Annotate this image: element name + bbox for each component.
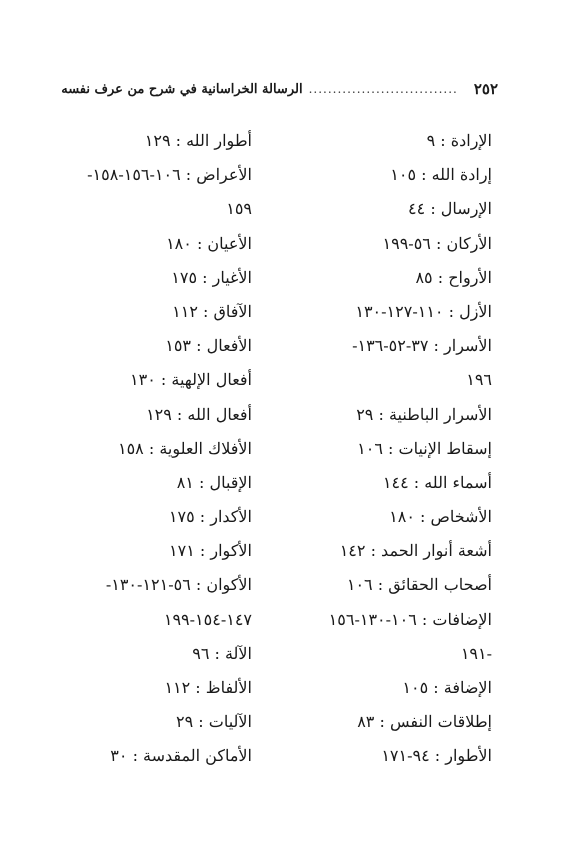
index-entry: الأعيان : ١٨٠: [166, 233, 252, 253]
index-entry: الأسرار : ٣٧-٥٢-١٣٦-: [352, 336, 492, 356]
index-entry: الأزل : ١١٠-١٢٧-١٣٠: [355, 301, 492, 321]
index-entry: الألفاظ : ١١٢: [164, 678, 252, 697]
index-entry: أصحاب الحقائق : ١٠٦: [346, 575, 492, 595]
dot-leader: ...............................: [308, 82, 458, 96]
index-entry: الأسرار الباطنية : ٢٩: [356, 404, 492, 424]
index-entry: الأماكن المقدسة : ٣٠: [110, 746, 252, 766]
index-entry: إرادة الله : ١٠٥: [390, 165, 492, 185]
index-entry: الأكدار : ١٧٥: [168, 507, 252, 527]
index-entry: الأفلاك العلوية : ١٥٨: [117, 438, 252, 458]
index-entry: الآفاق : ١١٢: [172, 301, 252, 321]
index-entry: الإضافات : ١٠٦-١٣٠-١٥٦: [328, 609, 492, 629]
index-entry: الأعراض : ١٠٦-١٥٦-١٥٨-: [87, 165, 252, 185]
index-column-left: [62, 124, 252, 774]
index-entry: أسماء الله : ١٤٤: [382, 472, 492, 492]
index-entry: الآليات : ٢٩: [176, 712, 252, 732]
page-number: ٢٥٢: [473, 80, 498, 98]
running-header: [61, 78, 498, 100]
index-entry: إطلاقات النفس : ٨٣: [357, 712, 492, 732]
index-entry: الأكوان : ٥٦-١٢١-١٣٠-: [105, 575, 252, 595]
index-entry: إسقاط الإنيات : ١٠٦: [357, 438, 492, 458]
index-entry: الأفعال : ١٥٣: [165, 336, 252, 356]
index-entry: الآلة : ٩٦: [192, 643, 252, 663]
index-column-right: [282, 124, 492, 774]
index-entry: الأشخاص : ١٨٠: [389, 507, 492, 527]
index-entry: الإرسال : ٤٤: [408, 199, 492, 219]
index-entry-continuation: ١٥٩: [226, 199, 252, 219]
index-entry-continuation: ١٤٧-١٥٤-١٩٩: [163, 609, 252, 629]
index-entry: أشعة أنوار الحمد : ١٤٢: [339, 541, 492, 561]
running-title: الرسالة الخراسانية في شرح من عرف نفسه: [61, 81, 303, 97]
index-entry: الأركان : ٥٦-١٩٩: [382, 233, 492, 253]
index-entry: الأكوار : ١٧١: [169, 541, 252, 561]
index-entry: الإضافة : ١٠٥: [402, 678, 492, 697]
index-entry-continuation: ١٩٦: [466, 370, 492, 390]
index-entry: أفعال الله : ١٢٩: [146, 404, 252, 424]
index-entry: أفعال الإلهية : ١٣٠: [130, 370, 252, 390]
index-entry: الإرادة : ٩: [426, 131, 492, 150]
index-entry: الإقبال : ٨١: [176, 472, 252, 492]
index-entry: الأرواح : ٨٥: [415, 267, 492, 287]
index-entry: الأطوار : ٩٤-١٧١: [381, 746, 492, 766]
index-entry: الأغيار : ١٧٥: [171, 267, 252, 287]
index-entry-continuation: -١٩١: [460, 643, 492, 663]
index-entry: أطوار الله : ١٢٩: [144, 131, 252, 150]
